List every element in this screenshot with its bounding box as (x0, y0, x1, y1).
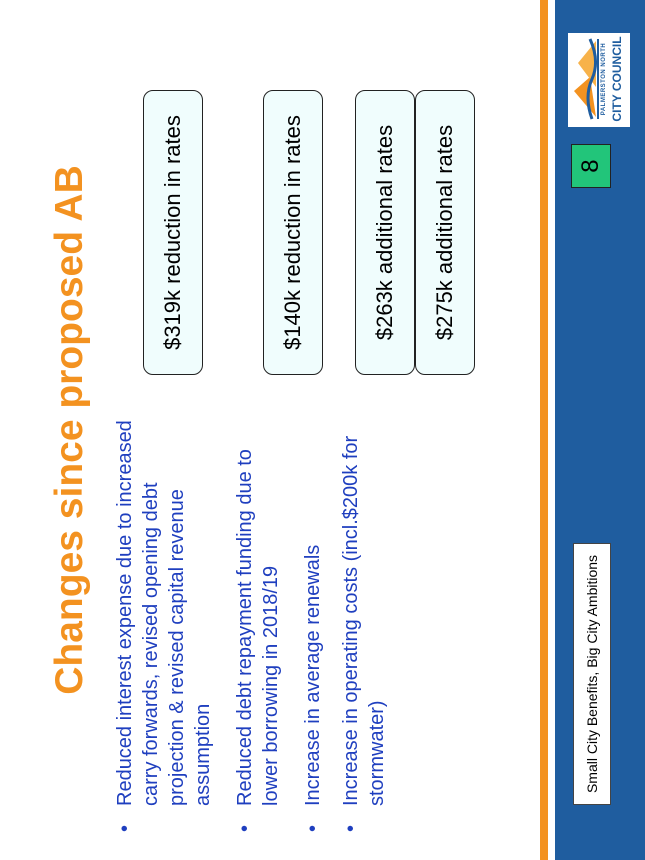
bullet-dot: • (302, 824, 324, 832)
bullet-dot: • (340, 824, 362, 832)
footer-orange-stripe (540, 0, 548, 860)
page-number: 8 (571, 144, 611, 188)
impact-box: $319k reduction in rates (143, 90, 203, 375)
bullet-item (338, 402, 390, 832)
bullet-dot: • (114, 824, 136, 832)
council-logo (567, 32, 631, 128)
footer-tagline: Small City Benefits, Big City Ambitions (573, 543, 611, 805)
impact-box: $275k additional rates (415, 90, 475, 375)
bullet-text: Increase in operating costs (incl.$200k for stormwater) (340, 435, 388, 806)
impact-box: $263k additional rates (355, 90, 415, 375)
bullet-text: Reduced debt repayment funding due to lower borrowing in 2018/19 (234, 449, 282, 806)
bullet-list (112, 402, 390, 832)
footer-divider (548, 0, 555, 860)
logo-line1: PALMERSTON NORTH (601, 42, 607, 116)
bullet-item (232, 402, 284, 832)
bullet-text: Reduced interest expense due to increased carry forwards, revised opening debt projection & revised capital revenue assumption (114, 420, 214, 806)
slide-title: Changes since proposed AB (48, 165, 91, 695)
bullet-text: Increase in average renewals (302, 544, 324, 806)
logo-line2: CITY COUNCIL (610, 36, 624, 122)
bullet-item (112, 402, 216, 832)
logo-landscape-icon (572, 37, 600, 121)
bullet-dot: • (234, 824, 256, 832)
bullet-item (300, 402, 326, 832)
impact-box: $140k reduction in rates (263, 90, 323, 375)
